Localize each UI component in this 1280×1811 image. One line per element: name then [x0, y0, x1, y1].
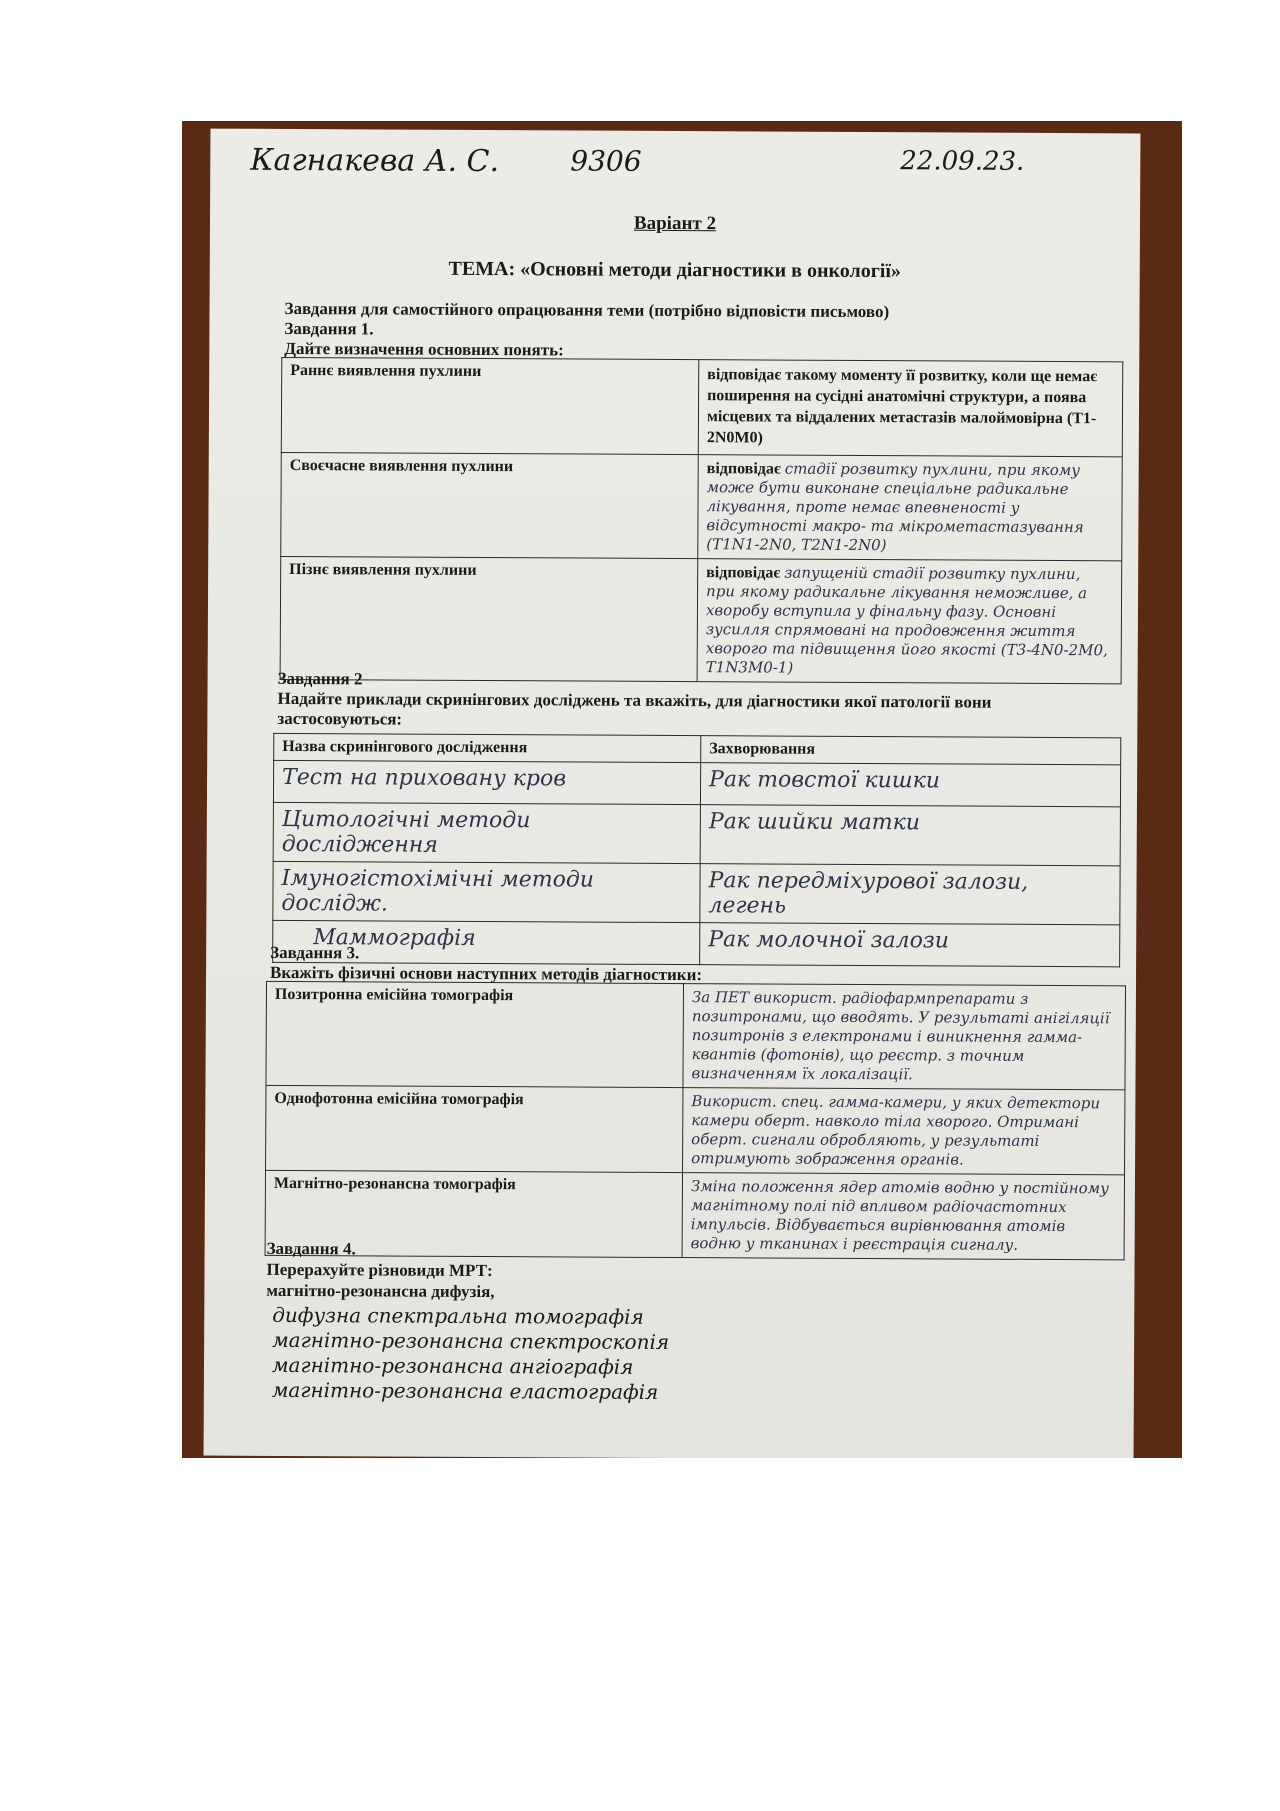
task4-first-item: магнітно-резонансна дифузія, [266, 1280, 495, 1302]
task4-prompt: Перерахуйте різновиди МРТ: [266, 1259, 493, 1281]
task3-heading: Завдання 3. [270, 942, 360, 963]
disease: Рак шийки матки [700, 805, 1120, 866]
physical-basis: Зміна положення ядер атомів водню у постійному магнітному полі під впливом радіочастотних імпульсів. Відбувається вирівнювання атомів водню у тканинах і реєстрація сигналу. [682, 1173, 1124, 1260]
task3-row [265, 1170, 1124, 1259]
definition-handwritten: стадії розвитку пухлини, при якому може бути виконане спеціальне радикальне лікування, проте немає впевненості у відсутності макро- та мікрометастазування (T1N1-2N0, T2N1-2N0) [706, 459, 1084, 555]
task1-table [280, 357, 1124, 684]
task1-row [281, 452, 1123, 560]
definition [698, 455, 1123, 561]
task2-row [273, 802, 1120, 865]
definition-printed: відповідає [706, 460, 781, 478]
worksheet-paper [204, 129, 1141, 1458]
study: Цитологічні методи дослідження [273, 802, 700, 863]
task1-row [281, 357, 1122, 456]
task2-row [273, 920, 1120, 966]
task2-row [273, 760, 1120, 806]
task1-heading: Завдання 1. [284, 318, 374, 339]
disease: Рак передміхурової залози, легень [700, 864, 1120, 925]
definition-printed: відповідає такому моменту її розвитку, коли ще немає поширення на сусідні анатомічні структури, а поява місцевих та віддалених метастазів малоймовірна (T1-2N0M0) [706, 366, 1098, 447]
task1-prompt: Дайте визначення основних понять: [284, 338, 564, 360]
mri-type: дифузна спектральна томографія [272, 1302, 644, 1329]
definition [698, 360, 1122, 457]
col-study-header: Назва скринінгового дослідження [274, 733, 701, 762]
study: Імуногістохімічні методи дослідж. [273, 861, 700, 922]
variant-title: Варіант 2 [633, 212, 717, 235]
task2-prompt: Надайте приклади скринінгових досліджень та вкажіть, для діагностики якої патології вони застосовуються: [277, 688, 992, 729]
task2-row [273, 861, 1120, 924]
definition-handwritten: запущеній стадії розвитку пухлини, при якому радикальне лікування неможливе, а хворобу вступила у фінальну фазу. Основні зусилля спрямовані на продовження життя хворого та підвищення його якості (T3-4N0-2M0, T1N3M0-1) [705, 563, 1108, 677]
mri-type: магнітно-резонансна еластографія [271, 1377, 659, 1404]
mri-type: магнітно-резонансна спектроскопія [272, 1327, 670, 1354]
task3-prompt: Вкажіть фізичні основи наступних методів діагностики: [270, 962, 703, 985]
disease: Рак товстої кишки [700, 763, 1120, 807]
document-photo [182, 121, 1182, 1458]
group-number: 9306 [570, 144, 642, 178]
study: Маммографія [273, 920, 700, 964]
definition-printed: відповідає [706, 564, 781, 582]
task3-table [265, 981, 1126, 1260]
task3-row [266, 1085, 1125, 1174]
topic-title: ТЕМА: «Основні методи діагностики в онкології» [448, 257, 902, 283]
disease: Рак молочної залози [700, 923, 1120, 967]
mri-type: магнітно-резонансна ангіографія [271, 1352, 634, 1379]
task2-table [272, 733, 1121, 967]
task1-row [280, 556, 1122, 683]
term: Пізнє виявлення пухлини [280, 556, 698, 681]
task4-heading: Завдання 4. [266, 1238, 356, 1259]
study: Тест на приховану кров [273, 760, 700, 804]
col-disease-header: Захворювання [701, 736, 1121, 765]
task3-row [266, 981, 1126, 1089]
method: Позитронна емісійна томографія [266, 981, 684, 1087]
date: 22.09.23. [900, 146, 1025, 177]
definition [697, 559, 1122, 684]
method: Однофотонна емісійна томографія [266, 1085, 683, 1172]
term: Своєчасне виявлення пухлини [281, 452, 699, 558]
intro-text: Завдання для самостійного опрацювання теми (потрібно відповісти письмово) [284, 298, 890, 322]
physical-basis: Використ. спец. гамма-камери, у яких детектори камери оберт. навколо тіла хворого. Отримані оберт. сигнали обробляють, у результаті отримують зображення органів. [683, 1088, 1125, 1175]
method: Магнітно-резонансна томографія [265, 1170, 682, 1257]
physical-basis: За ПЕТ використ. радіофармпрепарати з позитронами, що вводять. У результаті анігіляції позитронів з електронами і виникнення гамма-квантів (фотонів), що реєстр. з точним визначенням їх локалізації. [683, 984, 1126, 1090]
task2-heading: Завдання 2 [277, 668, 363, 689]
term: Раннє виявлення пухлини [281, 357, 698, 454]
student-name: Кагнакева А. С. [250, 142, 500, 180]
